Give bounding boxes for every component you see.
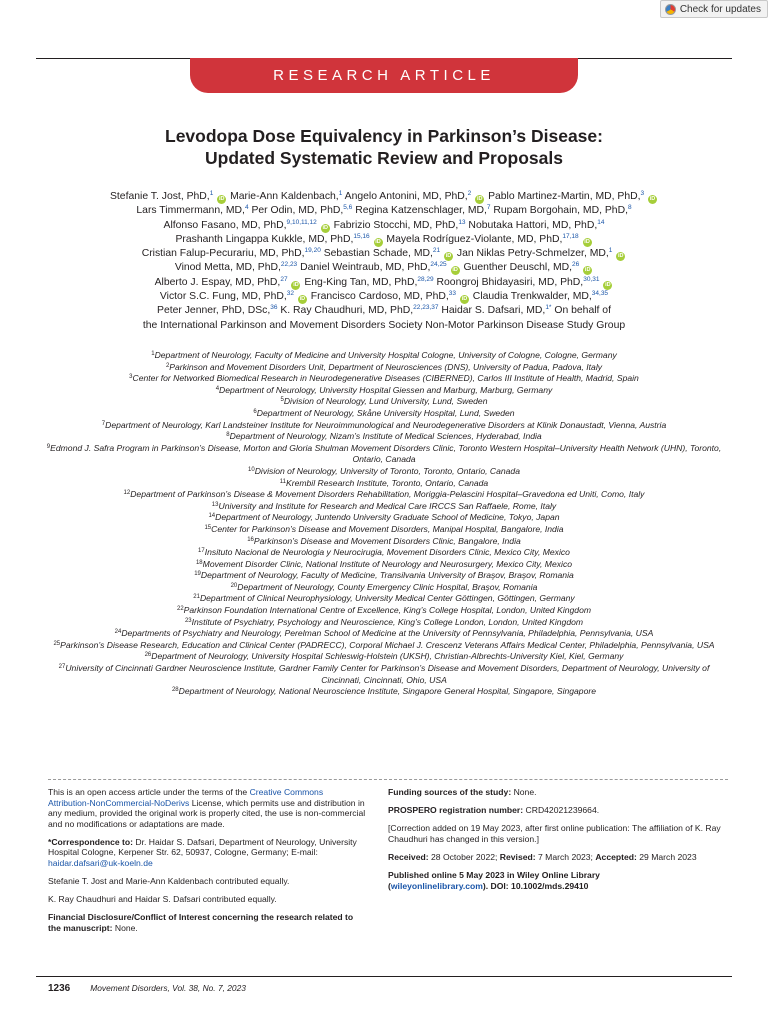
affiliation-number: 28 [171,687,179,694]
author-text: Francisco Cardoso, MD, PhD, [307,291,449,303]
affiliation-text: University of Cincinnati Gardner Neuroscience Institute, Gardner Family Center for Parkinson’s Disease and Movement Disorders, Department of Neurology, University of Cincinnati, Cincinnati, Ohio, USA [65,663,710,685]
affiliation-ref[interactable]: 8 [627,204,632,212]
affiliation-number: 9 [46,443,51,450]
affiliation-number: 14 [208,513,216,520]
title-line-1: Levodopa Dose Equivalency in Parkinson’s Disease: [165,126,603,146]
check-for-updates-label: Check for updates [679,3,761,15]
affiliation-number: 10 [248,466,255,473]
affiliation-list [40,350,728,698]
author-text: Marie-Ann Kaldenbach, [227,191,339,202]
affiliation-ref[interactable]: 4 [244,204,249,212]
orcid-icon[interactable]: iD [584,238,590,245]
author-text: Pablo Martinez-Martin, MD, PhD, [485,191,641,202]
license-link[interactable]: Creative Commons Attribution-NonCommercial-NoDerivs [48,787,324,808]
orcid-icon[interactable]: iD [445,253,452,260]
title-line-2: Updated Systematic Review and Proposals [205,148,563,168]
affiliation-text: Center for Parkinson’s Disease and Movement Disorders, Manipal Hospital, Bangalore, India [211,523,564,534]
section-divider [48,779,728,780]
affiliation-ref[interactable]: 22,23 [280,261,298,269]
author-text: Angelo Antonini, MD, PhD, [342,191,468,202]
affiliation-number: 12 [123,490,131,497]
affiliation-ref[interactable]: 17,18 [562,232,579,240]
correction-note: [Correction added on 19 May 2023, after first online publication: The affiliation of K. Ray Chaudhuri has changed in this version.] [388,823,721,844]
affiliation-item [40,617,728,629]
affiliation-ref[interactable]: 1* [545,304,552,312]
author-text: Haidar S. Dafsari, MD, [438,305,546,317]
affiliation-text: Edmond J. Safra Program in Parkinson’s Disease, Morton and Gloria Shulman Movement Disorders Clinic, Toronto Western Hospital–University Health Network (UHN), Toronto, Ontario, Canada [50,442,722,465]
affiliation-item [40,524,728,536]
affiliation-item [40,408,728,420]
affiliation-item [40,501,728,513]
affiliation-number: 27 [58,664,66,671]
author-line [40,233,728,247]
affiliation-text: Department of Neurology, Faculty of Medicine, Transilvania University of Braşov, Braşov, Romania [200,570,574,581]
affiliation-text: Department of Neurology, Nizam’s Institute of Medical Sciences, Hyderabad, India [229,431,542,442]
affiliation-item [40,350,728,362]
affiliation-number: 7 [101,420,106,427]
affiliation-item [40,396,728,408]
orcid-icon[interactable]: iD [293,281,299,288]
affiliation-ref[interactable]: 30,31 [583,275,600,283]
affiliation-number: 1 [151,351,155,357]
orcid-icon[interactable]: iD [618,253,624,260]
affiliation-item [40,640,728,652]
affiliation-text: Movement Disorder Clinic, National Institute of Neurology and Neurosurgery, Mexico City, Mexico [202,558,573,569]
affiliation-text: Insituto Nacional de Neurologia y Neurocirugia, Movement Disorders Clinic, Mexico City, Mexico [204,547,570,558]
affiliation-ref[interactable]: 3 [640,190,645,197]
affiliation-number: 11 [279,478,286,485]
affiliation-item [40,512,728,524]
dates-note: Received: 28 October 2022; Revised: 7 March 2023; Accepted: 29 March 2023 [388,851,697,862]
affiliation-text: Krembil Research Institute, Toronto, Ontario, Canada [286,477,489,488]
article-title [0,125,768,169]
right-footnote-column [388,787,724,899]
affiliation-text: Division of Neurology, Lund University, Lund, Sweden [283,396,488,407]
affiliation-item [40,663,728,686]
affiliation-text: Department of Clinical Neurophysiology, University Medical Center Göttingen, Göttingen, Germany [199,593,575,604]
affiliation-ref[interactable]: 32 [286,290,294,298]
author-text: Guenther Deuschl, MD, [460,262,573,274]
affiliation-number: 5 [280,397,284,404]
author-line [40,319,728,333]
affiliation-item [40,651,728,663]
author-text: Stefanie T. Jost, PhD, [109,191,210,202]
affiliation-ref[interactable]: 5,6 [343,204,353,212]
affiliation-text: Parkinson Foundation International Centre of Excellence, King’s College Hospital, London, United Kingdom [183,605,592,616]
affiliation-number: 18 [195,559,203,566]
affiliation-item [40,385,728,397]
affiliation-ref[interactable]: 22,23,37 [413,304,439,312]
affiliation-ref[interactable]: 9,10,11,12 [286,218,317,226]
affiliation-item [40,593,728,605]
affiliation-text: Parkinson’s Disease Research, Education and Clinical Center (PADRECC), Corporal Michael J. Crescenz Veterans Affairs Medical Center, Philadelphia, Pennsylvania, USA [60,639,715,650]
author-text: Jan Niklas Petry-Schmelzer, MD, [454,248,609,260]
author-text: K. Ray Chaudhuri, MD, PhD, [277,305,414,317]
orcid-icon[interactable]: iD [649,196,656,202]
equal-contribution-note-1: Stefanie T. Jost and Marie-Ann Kaldenbach contributed equally. [48,876,290,887]
author-text: Alfonso Fasano, MD, PhD, [163,219,287,231]
affiliation-text: Division of Neurology, University of Toronto, Toronto, Ontario, Canada [254,465,520,476]
affiliation-ref[interactable]: 34,35 [591,290,609,298]
open-access-note: This is an open access article under the terms of the Creative Commons Attribution-NonCommercial-NoDerivs License, which permits use and distribution in any medium, provided the original work is properly cited, the use is non-commercial and no modifications or adaptations are made. [48,787,366,829]
affiliation-text: Institute of Psychiatry, Psychology and Neuroscience, King’s College London, London, United Kingdom [191,616,584,627]
affiliation-item [40,559,728,571]
author-text: Per Odin, MD, PhD, [248,205,344,217]
author-list [40,190,728,333]
affiliation-ref[interactable]: 36 [270,304,278,312]
affiliation-number: 24 [114,629,122,636]
author-line [40,290,728,304]
author-text: Rupam Borgohain, MD, PhD, [490,205,628,217]
author-text: Sebastian Schade, MD, [320,248,433,260]
author-line [40,204,728,218]
orcid-icon[interactable]: iD [452,267,458,274]
affiliation-item [40,686,728,698]
affiliation-text: Department of Neurology, University Hospital Schleswig-Holstein (UKSH), Christian-Albrechts-University Kiel, Kiel, Germany [151,651,624,662]
affiliation-item [40,628,728,640]
affiliation-number: 13 [211,501,219,508]
affiliation-item [40,536,728,548]
prospero-note: PROSPERO registration number: CRD42021239664. [388,805,600,816]
affiliation-item [40,362,728,374]
affiliation-number: 21 [193,594,200,601]
author-text: Roongroj Bhidayasiri, MD, PhD, [433,276,584,288]
orcid-icon[interactable]: iD [476,196,483,202]
author-text: Eng-King Tan, MD, PhD, [301,276,418,288]
affiliation-text: Center for Networked Biomedical Research in Neurodegenerative Diseases (CIBERNED), Carlos III Institute of Health, Madrid, Spain [132,373,639,384]
author-line [40,219,728,233]
affiliation-ref[interactable]: 1 [209,190,214,197]
author-text: Regina Katzenschlager, MD, [352,205,487,217]
orcid-icon[interactable]: iD [461,296,468,303]
correspondence-note: *Correspondence to: Dr. Haidar S. Dafsari, Department of Neurology, University Hospital Cologne, Kerpener Str. 62, 50937, Cologne, Germany; E-mail: haidar.dafsari@uk-koeln.de [48,836,357,869]
affiliation-ref[interactable]: 33 [448,290,457,298]
author-text: Victor S.C. Fung, MD, PhD, [159,291,287,303]
affiliation-ref[interactable]: 1 [338,190,343,197]
orcid-icon[interactable]: iD [584,267,591,274]
author-text: Nobutaka Hattori, MD, PhD, [465,219,598,231]
footer-rule [36,976,732,977]
affiliation-text: Department of Neurology, Skåne University Hospital, Lund, Sweden [256,407,515,418]
affiliation-number: 23 [184,617,192,624]
affiliation-item [40,466,728,478]
author-text: Vinod Metta, MD, PhD, [174,262,281,274]
affiliation-ref[interactable]: 28,29 [417,275,434,283]
author-text: Cristian Falup-Pecurariu, MD, PhD, [141,248,305,260]
affiliation-number: 6 [253,408,257,415]
affiliation-text: Department of Neurology, University Hospital Giessen and Marburg, Marburg, Germany [219,384,553,395]
author-text: Daniel Weintraub, MD, PhD, [297,262,431,274]
equal-contribution-note-2: K. Ray Chaudhuri and Haidar S. Dafsari contributed equally. [48,894,277,905]
affiliation-ref[interactable]: 7 [486,204,491,212]
author-text: Peter Jenner, PhD, DSc, [157,305,271,317]
affiliation-item [40,582,728,594]
author-text: Alberto J. Espay, MD, PhD, [154,276,281,288]
orcid-icon[interactable]: iD [375,238,381,245]
affiliation-text: Department of Neurology, National Neuroscience Institute, Singapore General Hospital, Singapore, Singapore [178,686,597,697]
author-text: the International Parkinson and Movement Disorders Society Non-Motor Parkinson Disease Study Group [142,319,626,331]
crossmark-icon [665,4,676,15]
orcid-icon[interactable]: iD [218,196,225,202]
affiliation-ref[interactable]: 19,20 [304,247,321,255]
affiliation-number: 25 [53,640,61,647]
wiley-online-library-link[interactable]: wileyonlinelibrary.com [390,880,483,891]
affiliation-number: 4 [215,385,220,392]
affiliation-item [40,478,728,490]
affiliation-text: Department of Neurology, Karl Landsteiner Institute for Neuroimmunological and Neurodegenerative Disorders at Klinik Donaustadt, Vienna, Austria [105,419,667,430]
affiliation-item [40,443,728,466]
check-for-updates-button[interactable] [660,0,768,18]
affiliation-number: 16 [247,536,254,543]
publication-note: Published online 5 May 2023 in Wiley Online Library (wileyonlinelibrary.com). DOI: 10.1002/mds.29410 [388,869,600,891]
page-number: 1236 [48,983,71,994]
author-line [40,276,728,290]
affiliation-number: 15 [204,524,212,531]
affiliation-text: Department of Neurology, Juntendo University Graduate School of Medicine, Tokyo, Japan [215,512,560,523]
affiliation-item [40,570,728,582]
journal-citation: Movement Disorders, Vol. 38, No. 7, 2023 [90,983,246,993]
author-text: Claudia Trenkwalder, MD, [469,291,592,303]
affiliation-ref[interactable]: 24,25 [430,261,447,269]
affiliation-text: Departments of Psychiatry and Neurology, Perelman School of Medicine at the University of Pennsylvania, Philadelphia, Pennsylvania, USA [121,628,654,639]
article-type-banner: RESEARCH ARTICLE [190,58,578,93]
affiliation-item [40,373,728,385]
affiliation-ref[interactable]: 14 [597,218,605,226]
author-text: Lars Timmermann, MD, [136,205,245,217]
affiliation-ref[interactable]: 26 [572,261,580,269]
funding-note: Funding sources of the study: None. [388,787,537,797]
affiliation-ref[interactable]: 21 [432,247,441,255]
correspondence-email-link[interactable]: haidar.dafsari@uk-koeln.de [48,858,153,869]
orcid-icon[interactable]: iD [605,281,611,288]
affiliation-text: Department of Parkinson’s Disease & Movement Disorders Rehabilitation, Moriggia-Pelascini Hospital–Gravedona ed Uniti, Como, Italy [130,489,645,500]
affiliation-text: University and Institute for Research and Medical Care IRCCS San Raffaele, Rome, Italy [218,500,557,511]
affiliation-ref[interactable]: 2 [467,190,472,197]
affiliation-number: 3 [129,374,133,381]
left-footnote-column [48,787,366,941]
affiliation-text: Parkinson’s Disease and Movement Disorders Clinic, Bangalore, India [253,535,521,546]
affiliation-item [40,547,728,559]
affiliation-number: 19 [194,571,201,578]
author-line [40,190,728,204]
affiliation-number: 26 [144,652,152,659]
affiliation-item [40,489,728,501]
author-text: On behalf of [551,305,611,317]
affiliation-item [40,605,728,617]
author-line [40,247,728,261]
affiliation-item [40,431,728,443]
affiliation-text: Department of Neurology, Faculty of Medicine and University Hospital Cologne, University of Cologne, Cologne, Germany [154,350,617,360]
author-text: Mayela Rodríguez-Violante, MD, PhD, [383,233,563,245]
affiliation-ref[interactable]: 1 [608,247,613,255]
author-line [40,304,728,318]
affiliation-item [40,420,728,432]
affiliation-text: Parkinson and Movement Disorders Unit, Department of Neurosciences (DNS), University of Padua, Padova, Italy [169,361,603,372]
affiliation-number: 8 [226,432,230,439]
disclosure-note: Financial Disclosure/Conflict of Interest concerning the research related to the manuscript: None. [48,912,354,933]
author-line [40,261,728,275]
affiliation-number: 17 [198,548,205,555]
orcid-icon[interactable]: iD [299,296,306,303]
orcid-icon[interactable]: iD [322,224,328,231]
page-footer [48,983,246,994]
affiliation-number: 20 [230,582,238,589]
affiliation-ref[interactable]: 13 [458,218,466,226]
affiliation-ref[interactable]: 27 [280,275,288,283]
affiliation-ref[interactable]: 15,16 [353,232,370,240]
author-text: Fabrizio Stocchi, MD, PhD, [330,219,459,231]
affiliation-number: 22 [176,606,184,613]
affiliation-number: 2 [165,362,170,369]
author-text: Prashanth Lingappa Kukkle, MD, PhD, [175,233,354,245]
affiliation-text: Department of Neurology, County Emergency Clinic Hospital, Braşov, Romania [237,581,538,592]
